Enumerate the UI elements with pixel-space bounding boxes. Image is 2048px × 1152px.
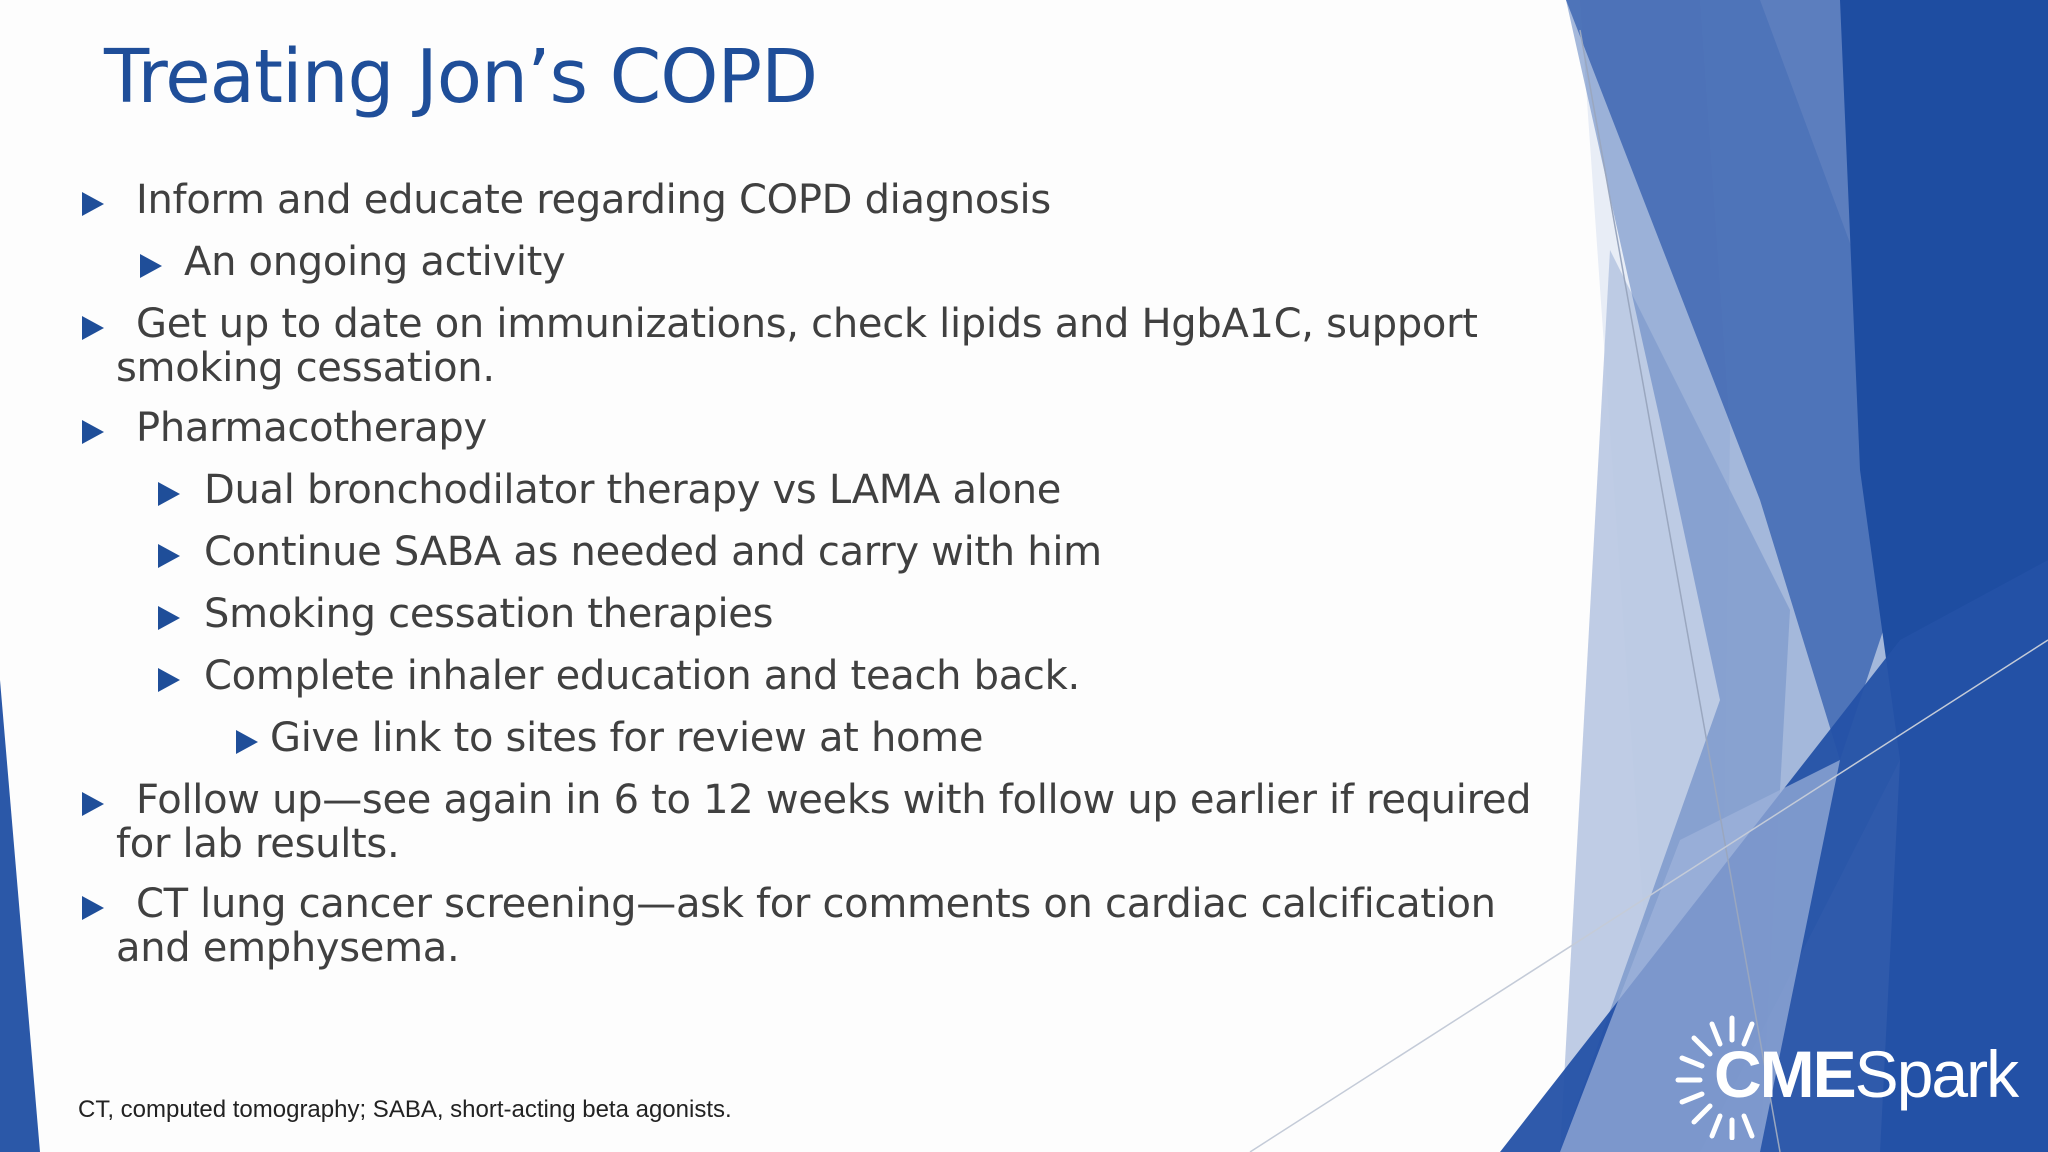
triangle-bullet-icon	[82, 192, 104, 216]
bullet-text: Give link to sites for review at home	[270, 715, 984, 761]
bullet-text: Smoking cessation therapies	[204, 591, 774, 637]
bullet-text: Follow up—see again in 6 to 12 weeks with follow up earlier if required	[136, 777, 1532, 823]
bullet-text: Continue SABA as needed and carry with him	[204, 529, 1102, 575]
footnote: CT, computed tomography; SABA, short-acting beta agonists.	[78, 1096, 732, 1123]
slide-title: Treating Jon’s COPD	[104, 34, 818, 120]
triangle-bullet-icon	[158, 668, 180, 692]
triangle-bullet-icon	[236, 730, 258, 754]
triangle-bullet-icon	[82, 792, 104, 816]
bullet-text: An ongoing activity	[184, 239, 566, 285]
cmespark-logo	[1672, 1010, 2032, 1140]
bullet-text: Get up to date on immunizations, check lipids and HgbA1C, support	[136, 301, 1478, 347]
triangle-bullet-icon	[158, 544, 180, 568]
bullet-text: Pharmacotherapy	[136, 405, 487, 451]
bullet-text: Inform and educate regarding COPD diagnosis	[136, 177, 1051, 223]
bullet-text: Dual bronchodilator therapy vs LAMA alone	[204, 467, 1062, 513]
bullet-text-continued: and emphysema.	[116, 925, 460, 971]
triangle-bullet-icon	[158, 606, 180, 630]
bullet-text: Complete inhaler education and teach back.	[204, 653, 1080, 699]
bullet-text: CT lung cancer screening—ask for comments on cardiac calcification	[136, 881, 1496, 927]
triangle-bullet-icon	[82, 420, 104, 444]
triangle-bullet-icon	[82, 316, 104, 340]
logo-wordmark-spark: Spark	[1854, 1037, 2018, 1111]
triangle-bullet-icon	[82, 896, 104, 920]
logo-wordmark-cme: CME	[1714, 1037, 1855, 1111]
triangle-bullet-icon	[158, 482, 180, 506]
triangle-bullet-icon	[140, 254, 162, 278]
bullet-text-continued: for lab results.	[116, 821, 400, 867]
bullet-text-continued: smoking cessation.	[116, 345, 495, 391]
logo-wordmark	[1714, 1036, 2017, 1112]
